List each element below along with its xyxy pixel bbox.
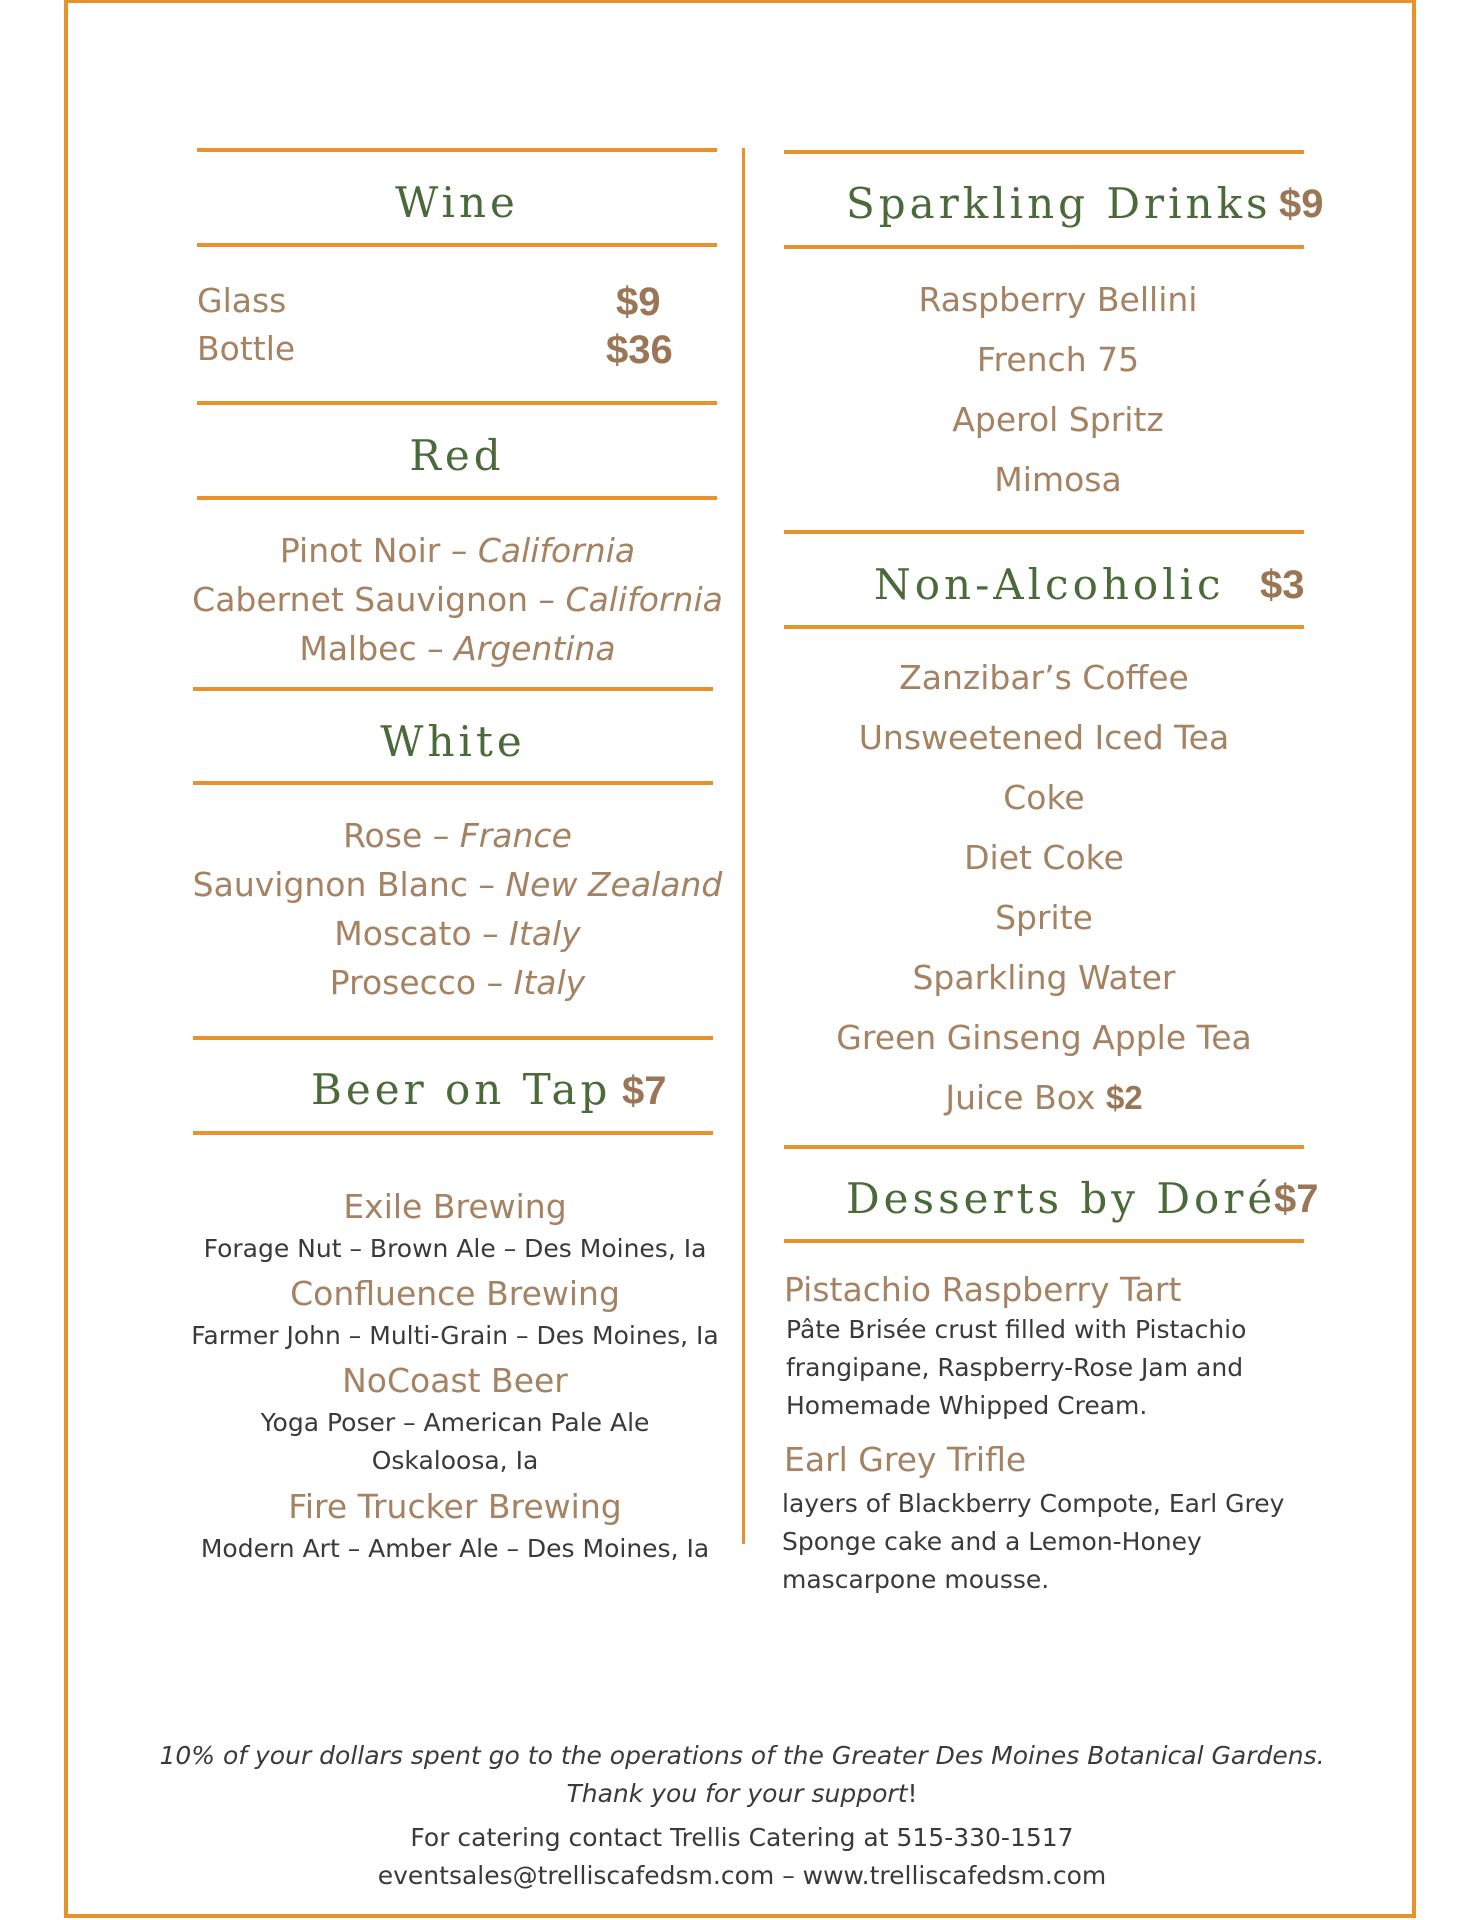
dessert-name: Earl Grey Trifle — [784, 1440, 1027, 1479]
nonalc-item: Green Ginseng Apple Tea — [836, 1018, 1252, 1057]
brewery-desc: Farmer John – Multi-Grain – Des Moines, Ia — [191, 1321, 719, 1350]
beer-price: $7 — [622, 1069, 667, 1113]
nonalc-item: Sprite — [995, 898, 1093, 937]
nonalc-price: $3 — [1260, 563, 1305, 607]
dessert-name: Pistachio Raspberry Tart — [784, 1270, 1182, 1309]
nonalc-item: Coke — [1003, 778, 1085, 817]
footer-thanks-text: Thank you for your support — [566, 1779, 908, 1808]
nonalc-rule-top — [784, 530, 1304, 534]
wine-bottle-label: Bottle — [197, 329, 296, 368]
desserts-price: $7 — [1274, 1177, 1319, 1221]
beer-rule-top — [193, 1036, 713, 1040]
desserts-heading: Desserts by Doré — [846, 1174, 1277, 1223]
nonalc-juice-item — [770, 1078, 1318, 1117]
nonalc-item: Unsweetened Iced Tea — [858, 718, 1230, 757]
white-item-origin: Italy — [509, 914, 581, 953]
red-item-name: Cabernet Sauvignon – — [192, 580, 566, 619]
white-item-name: Sauvignon Blanc – — [192, 865, 506, 904]
sparkling-item: French 75 — [976, 340, 1140, 379]
wine-rule-bottom — [197, 243, 717, 247]
sparkling-rule-bottom — [784, 245, 1304, 249]
nonalc-item: Diet Coke — [964, 838, 1124, 877]
red-item-name: Pinot Noir – — [279, 531, 478, 570]
sparkling-rule-top — [784, 150, 1304, 154]
white-rule-top — [193, 687, 713, 691]
white-heading: White — [380, 717, 526, 766]
dessert-desc-line: layers of Blackberry Compote, Earl Grey — [782, 1489, 1285, 1518]
dessert-desc — [782, 1485, 1342, 1599]
red-heading: Red — [409, 431, 505, 480]
red-item-origin: California — [565, 580, 723, 619]
desserts-rule-top — [784, 1145, 1304, 1149]
red-item-name: Malbec – — [299, 629, 455, 668]
brewery-desc: Forage Nut – Brown Ale – Des Moines, Ia — [203, 1234, 707, 1263]
red-item-origin: Argentina — [454, 629, 616, 668]
red-item — [150, 629, 765, 668]
dessert-desc — [786, 1311, 1346, 1425]
sparkling-item: Raspberry Bellini — [918, 280, 1198, 319]
juice-price: $2 — [1105, 1079, 1143, 1116]
white-rule-bottom — [193, 781, 713, 785]
sparkling-price: $9 — [1279, 182, 1324, 226]
brewery-desc-line2: Oskaloosa, Ia — [371, 1446, 539, 1475]
sparkling-heading: Sparkling Drinks — [846, 179, 1272, 228]
sparkling-item: Mimosa — [994, 460, 1122, 499]
dessert-desc-line: frangipane, Raspberry-Rose Jam and — [786, 1353, 1244, 1382]
dessert-desc-line: mascarpone mousse. — [782, 1565, 1050, 1594]
wine-glass-price: $9 — [616, 280, 661, 324]
brewery-name: Confluence Brewing — [290, 1274, 620, 1313]
footer-catering-contact: For catering contact Trellis Catering at 515-330-1517 — [410, 1823, 1074, 1852]
beer-rule-bottom — [193, 1131, 713, 1135]
white-item-name: Rose – — [343, 816, 460, 855]
footer-donation-line: 10% of your dollars spent go to the operations of the Greater Des Moines Botanical Gardens. — [159, 1741, 1325, 1770]
brewery-desc: Yoga Poser – American Pale Ale — [260, 1408, 650, 1437]
red-item — [150, 580, 765, 619]
white-item — [150, 914, 765, 953]
white-item — [150, 865, 765, 904]
beer-heading: Beer on Tap — [311, 1065, 612, 1114]
nonalc-heading: Non-Alcoholic — [874, 560, 1225, 609]
dessert-desc-line: Pâte Brisée crust filled with Pistachio — [786, 1315, 1247, 1344]
footer-thanks-line — [0, 1781, 1484, 1806]
nonalc-item: Zanzibar’s Coffee — [899, 658, 1189, 697]
footer-email-web: eventsales@trelliscafedsm.com – www.trelliscafedsm.com — [377, 1861, 1107, 1890]
white-item-origin: New Zealand — [505, 865, 723, 904]
footer-thanks-end: ! — [907, 1779, 918, 1808]
white-item — [150, 963, 765, 1002]
white-item-origin: Italy — [513, 963, 586, 1002]
wine-bottle-price: $36 — [606, 328, 673, 372]
brewery-name: Exile Brewing — [343, 1187, 567, 1226]
dessert-desc-line: Sponge cake and a Lemon-Honey — [782, 1527, 1202, 1556]
brewery-desc: Modern Art – Amber Ale – Des Moines, Ia — [200, 1534, 710, 1563]
red-item — [150, 531, 765, 570]
nonalc-rule-bottom — [784, 625, 1304, 629]
wine-rule-top — [197, 148, 717, 152]
white-item-origin: France — [459, 816, 572, 855]
red-rule-bottom — [197, 496, 717, 500]
sparkling-item: Aperol Spritz — [952, 400, 1164, 439]
juice-label: Juice Box — [945, 1078, 1106, 1117]
white-item-name: Prosecco – — [329, 963, 514, 1002]
white-item-name: Moscato – — [334, 914, 510, 953]
brewery-name: NoCoast Beer — [342, 1361, 568, 1400]
white-item — [150, 816, 765, 855]
desserts-rule-bottom — [784, 1239, 1304, 1243]
brewery-name: Fire Trucker Brewing — [288, 1487, 622, 1526]
red-item-origin: California — [477, 531, 636, 570]
wine-heading: Wine — [395, 178, 519, 227]
red-rule-top — [197, 401, 717, 405]
dessert-desc-line: Homemade Whipped Cream. — [786, 1391, 1148, 1420]
nonalc-item: Sparkling Water — [912, 958, 1176, 997]
wine-glass-label: Glass — [197, 281, 287, 320]
